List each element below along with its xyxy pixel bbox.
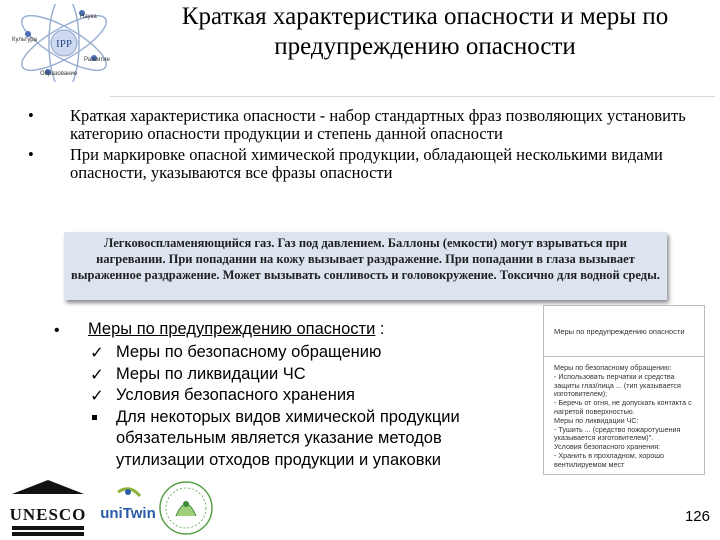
hazard-statements-text: Легковоспламеняющийся газ. Газ под давлением. Баллоны (емкости) могут взрываться при нагревании. При попадании на кожу вызывает раздражение. При попадании в глаза вызывает выраженное раздражение. Может вызывать сонливость и головокружение. Токсично для водной среды. [71, 236, 660, 283]
page-number: 126 [684, 508, 710, 525]
checkmark-icon: ✓ [90, 343, 104, 362]
title-divider [110, 96, 715, 97]
unitwin-text: uniTwin [100, 505, 156, 522]
list-item [88, 364, 528, 386]
measures-title: Меры по предупреждению опасности [88, 320, 376, 338]
measures-title-suffix: : [375, 320, 385, 338]
intro-bullet-text: При маркировке опасной химической продукции, обладающей несколькими видами опасности, указываются все фразы опасности [70, 145, 663, 182]
checkmark-icon: ✓ [90, 364, 104, 384]
unesco-text: UNESCO [9, 505, 87, 524]
checkmark-icon: ✓ [90, 386, 104, 405]
list-item [28, 107, 698, 143]
measure-text: Меры по ликвидации ЧС [116, 364, 306, 383]
list-item [28, 146, 698, 182]
list-item [88, 342, 528, 364]
measure-text: Условия безопасного хранения [116, 386, 355, 404]
logo-word-culture: Культура [12, 37, 37, 43]
label-card-body: Меры по безопасному обращению: - Использовать перчатки и средства защиты глаз/лица ... (тип указывается изготовителем); - Беречь от огня, не допускать контакта с нагретой поверхностью. Меры по ликвидации ЧС: - Тушить ... (средство пожаротушения указывается изготовителем)". Условия безопасного хранения: - Хранить в прохладном, хорошо вентилируемом мест [554, 364, 692, 469]
list-item [88, 407, 528, 472]
institute-atom-logo [8, 4, 120, 82]
label-card-header-text: Меры по предупреждению опасности [554, 327, 685, 336]
bullet-dot-icon: • [28, 106, 34, 125]
measures-list [88, 342, 528, 471]
center-seal-logo-icon [158, 478, 214, 538]
intro-bullet-text: Краткая характеристика опасности - набор стандартных фраз позволяющих установить категорию опасности продукции и степень данной опасности [70, 106, 686, 143]
label-card-header [544, 306, 704, 357]
partner-logos [8, 478, 328, 540]
logo-word-development: Развитие [84, 57, 110, 63]
label-example-card [543, 305, 705, 475]
logo-word-science: Наука [80, 14, 97, 20]
measure-text: Меры по безопасному обращению [116, 343, 382, 361]
logo-center-text: IPP [56, 38, 72, 50]
list-item [88, 385, 528, 407]
intro-bullet-list [28, 107, 698, 185]
unitwin-logo-icon [96, 486, 160, 536]
square-bullet-icon [92, 415, 97, 420]
measure-text: Для некоторых видов химической продукции обязательным является указание методов утилизации отходов продукции и упаковки [116, 407, 460, 469]
bullet-dot-icon: • [28, 145, 34, 164]
slide-title: Краткая характеристика опасности и меры по предупреждению опасности [181, 3, 669, 60]
unesco-logo-icon [8, 478, 88, 538]
measures-heading [88, 319, 384, 339]
bullet-dot-icon: • [54, 322, 60, 339]
hazard-statements-box [64, 232, 667, 300]
logo-word-education: Образование [40, 71, 78, 77]
